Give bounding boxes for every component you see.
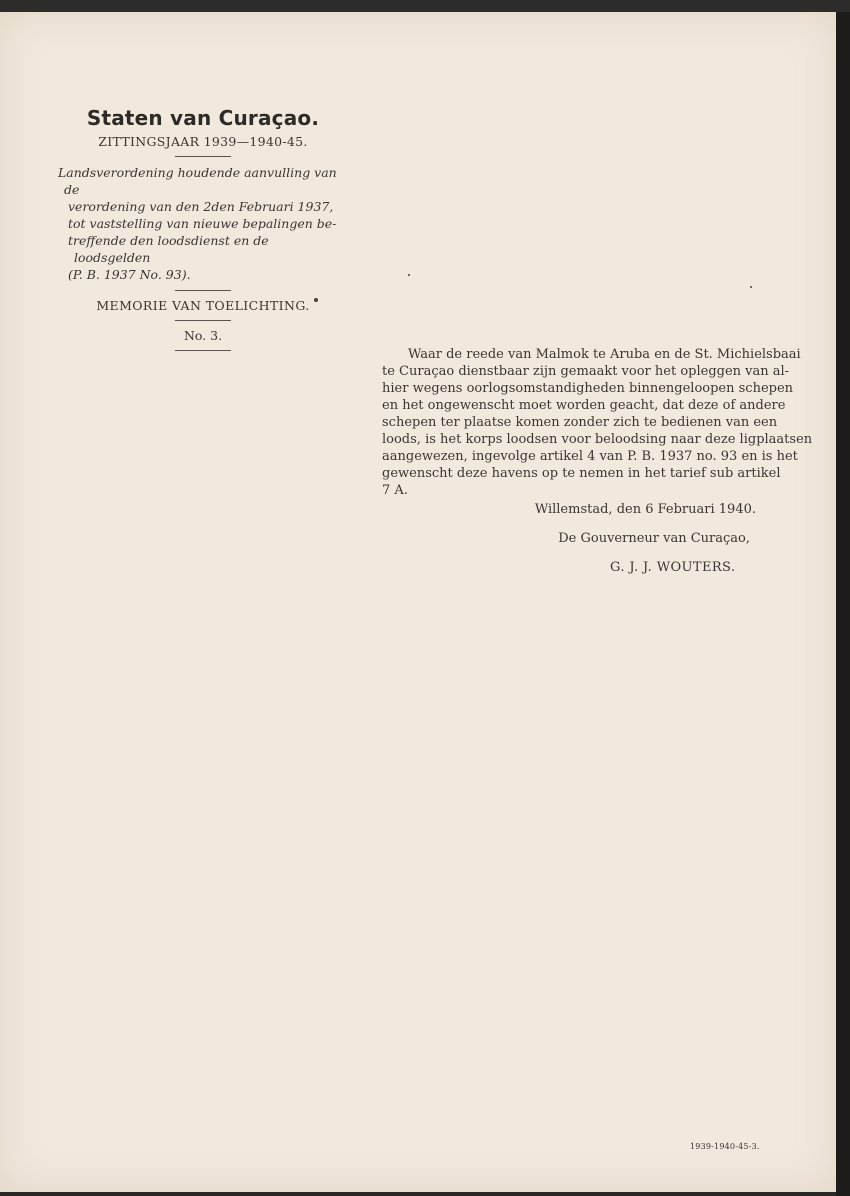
- body-line: 7 A.: [382, 483, 408, 498]
- divider: [175, 350, 231, 351]
- subject-description: [58, 164, 348, 283]
- subject-line: (P. B. 1937 No. 93).: [68, 267, 191, 282]
- governor-title: De Gouverneur van Curaçao,: [558, 531, 750, 546]
- subject-line: treffende den loodsdienst en de loodsgelden: [68, 233, 269, 265]
- divider: [175, 320, 231, 321]
- subject-line: verordening van den 2den Februari 1937,: [68, 199, 334, 214]
- body-line: en het ongewenscht moet worden geacht, dat deze of andere: [382, 398, 786, 413]
- body-block: [382, 346, 813, 576]
- body-paragraph: [382, 346, 813, 499]
- body-line: Waar de reede van Malmok te Aruba en de St. Michielsbaai: [408, 347, 801, 362]
- ink-speck: [750, 286, 752, 288]
- signer-name: G. J. J. WOUTERS.: [610, 560, 736, 575]
- body-line: hier wegens oorlogsomstandigheden binnengeloopen schepen: [382, 381, 794, 396]
- memorie-heading: MEMORIE VAN TOELICHTING.: [96, 298, 310, 313]
- subject-line: Landsverordening houdende aanvulling van de: [58, 165, 337, 197]
- body-line: te Curaçao dienstbaar zijn gemaakt voor het opleggen van al-: [382, 364, 790, 379]
- document-title: Staten van Curaçao.: [86, 106, 320, 130]
- header-block: [58, 92, 348, 358]
- divider: [175, 156, 231, 157]
- footer-code: 1939-1940-45-3.: [690, 1142, 760, 1151]
- body-line: aangewezen, ingevolge artikel 4 van P. B. 1937 no. 93 en is het: [382, 449, 798, 464]
- scan-top-border: [0, 0, 850, 12]
- scan-right-edge: [836, 12, 850, 1196]
- subject-line: tot vaststelling van nieuwe bepalingen be-: [68, 216, 337, 231]
- ink-speck: [408, 274, 410, 276]
- document-number: No. 3.: [183, 328, 223, 343]
- body-line: schepen ter plaatse komen zonder zich te bedienen van een: [382, 415, 778, 430]
- session-year: ZITTINGSJAAR 1939—1940-45.: [98, 134, 308, 149]
- divider: [175, 290, 231, 291]
- place-date: Willemstad, den 6 Februari 1940.: [534, 502, 756, 517]
- body-line: gewenscht deze havens op te nemen in het tarief sub artikel: [382, 466, 781, 481]
- body-line: loods, is het korps loodsen voor beloodsing naar deze ligplaatsen: [382, 432, 813, 447]
